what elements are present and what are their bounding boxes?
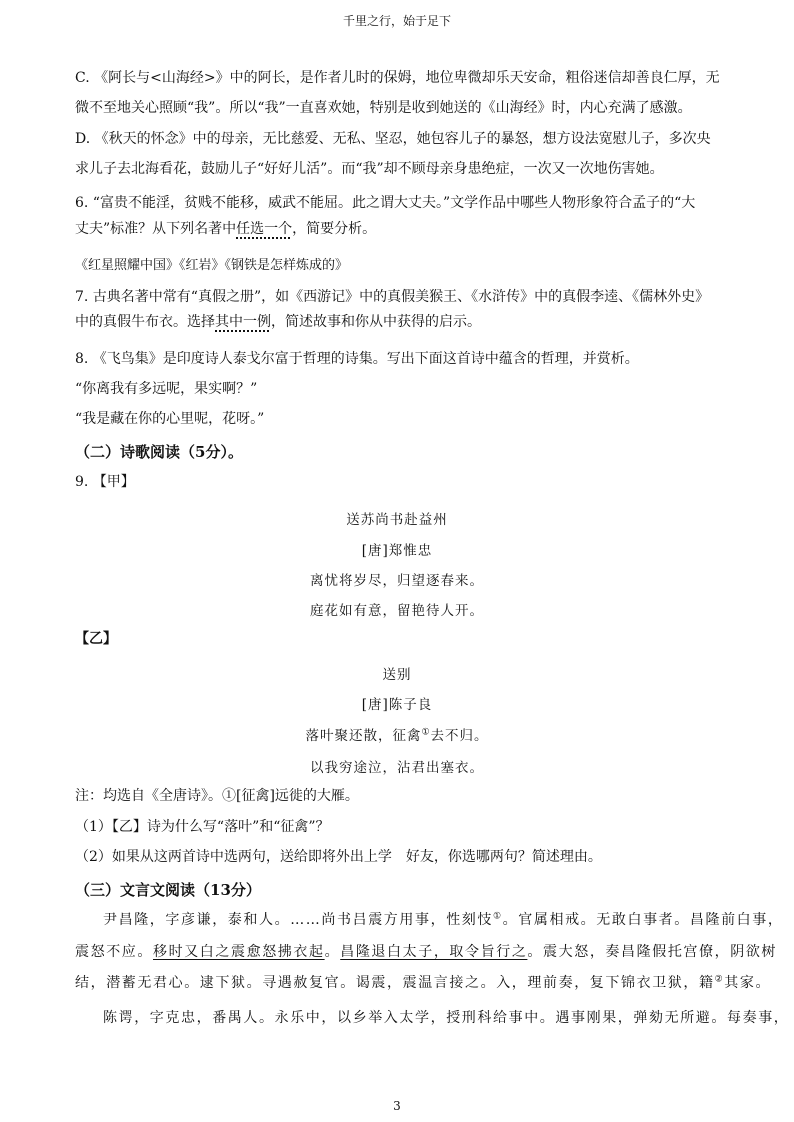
poem-2-line-1	[0, 724, 794, 744]
poem-2-title: 送别	[382, 667, 412, 683]
page-number: 3	[393, 1099, 401, 1113]
poem-2-author: [唐]陈子良	[361, 697, 433, 713]
footnote-marker-1: ①	[421, 727, 431, 738]
question-6-line-2	[75, 220, 376, 238]
question-7-emphasis: 其中一例	[215, 314, 271, 330]
question-7-text-a: 中的真假牛布衣。选择	[75, 314, 215, 330]
footnote-marker-b: ②	[714, 974, 725, 985]
section-3-heading: （三）文言文阅读（13分）	[75, 881, 261, 899]
underlined-sentence-2: 昌隆退白太子，取令旨行之	[340, 944, 528, 960]
classical-1-3a: 结，潜蓄无君心。逮下狱。寻遇赦复官。谒震，震温言接之。入，理前奏，复下锦衣卫狱，籍	[75, 975, 715, 991]
question-6-emphasis: 任选一个	[236, 221, 293, 237]
classical-text-1-line-3	[75, 972, 771, 992]
option-c-line-2: 微不至地关心照顾“我”。所以“我”一直喜欢她，特别是收到她送的《山海经》时，内心充满了感激。	[75, 100, 692, 116]
classical-text-1-line-2	[75, 941, 777, 961]
poem-2-line-1-b: 去不归。	[430, 728, 489, 744]
classical-text-1-line-1	[103, 909, 783, 929]
question-8-line-1: 8. 《飞鸟集》是印度诗人泰戈尔富于哲理的诗集。写出下面这首诗中蕴含的哲理，并赏析。	[75, 351, 639, 367]
question-8-quote-1: “你离我有多远呢，果实啊？”	[75, 381, 258, 397]
question-6-line-1: 6. “富贵不能淫，贫贱不能移，威武不能屈。此之谓大丈夫。”文学作品中哪些人物形象符合孟子的“大	[75, 195, 696, 211]
section-2-heading: （二）诗歌阅读（5分）。	[75, 443, 243, 461]
question-7-text-c: ，简述故事和你从中获得的启示。	[271, 314, 481, 330]
classical-1-2c: 。	[324, 944, 341, 960]
poem-2-line-2: 以我穷途泣，沾君出塞衣。	[310, 760, 484, 776]
poem-note: 注：均选自《全唐诗》。①[征禽]远徙的大雁。	[75, 788, 359, 804]
classical-1-3b: 其家。	[724, 975, 772, 991]
classical-1-1a: 尹昌隆，字彦谦，泰和人。……尚书吕震方用事，性刻忮	[103, 912, 493, 928]
classical-1-2e: 。震大怒，奏昌隆假托宫僚，阴欲树	[527, 944, 778, 960]
poem-1-line-2: 庭花如有意，留艳待人开。	[310, 603, 484, 619]
page-header: 千里之行，始于足下	[342, 14, 451, 28]
question-6-text-c: ，简要分析。	[292, 221, 377, 237]
question-7-line-1: 7. 古典名著中常有“真假之册”，如《西游记》中的真假美猴王、《水浒传》中的真假李逵、《儒林外史》	[75, 289, 710, 305]
option-d-line-2: 求儿子去北海看花，鼓励儿子“好好儿活”。而“我”却不顾母亲身患绝症，一次又一次地伤害她。	[75, 161, 664, 177]
question-9-1: （1）【乙】诗为什么写“落叶”和“征禽”？	[75, 819, 330, 835]
question-9-label: 9. 【甲】	[75, 474, 135, 490]
question-6-books: 《红星照耀中国》《红岩》《钢铁是怎样炼成的》	[75, 258, 349, 273]
classical-1-1b: 。官属相戒。无敢白事者。昌隆前白事，	[502, 912, 784, 928]
classical-text-2-line-1: 陈谔，字克忠，番禺人。永乐中，以乡举入太学，授刑科给事中。遇事刚果，弹劾无所避。每奏事，	[103, 1010, 790, 1026]
question-9-2: （2）如果从这两首诗中选两句，送给即将外出上学 好友，你选哪两句？简述理由。	[75, 849, 602, 865]
option-c-line-1: C. 《阿长与<山海经>》中的阿长，是作者儿时的保姆，地位卑微却乐天安命，粗俗迷信却善良仁厚，无	[75, 70, 720, 86]
poem-1-author: [唐]郑惟忠	[361, 543, 433, 559]
question-8-quote-2: “我是藏在你的心里呢，花呀。”	[75, 411, 265, 427]
question-6-text-a: 丈夫”标准？从下列名著中	[75, 221, 237, 237]
footnote-marker-a: ①	[493, 911, 503, 922]
question-7-line-2	[75, 313, 481, 331]
poem-1-title: 送苏尚书赴益州	[346, 512, 448, 528]
underlined-sentence-1: 移时又白之震愈怒拂衣起	[153, 944, 325, 960]
poem-1-line-1: 离忧将岁尽，归望逐春来。	[310, 573, 484, 589]
option-d-line-1: D. 《秋天的怀念》中的母亲，无比慈爱、无私、坚忍，她包容儿子的暴怒，想方设法宽慰儿子，多次央	[75, 131, 711, 147]
poem-2-label: 【乙】	[75, 631, 117, 647]
classical-1-2a: 震怒不应。	[75, 944, 153, 960]
poem-2-line-1-a: 落叶聚还散，征禽	[305, 728, 422, 744]
